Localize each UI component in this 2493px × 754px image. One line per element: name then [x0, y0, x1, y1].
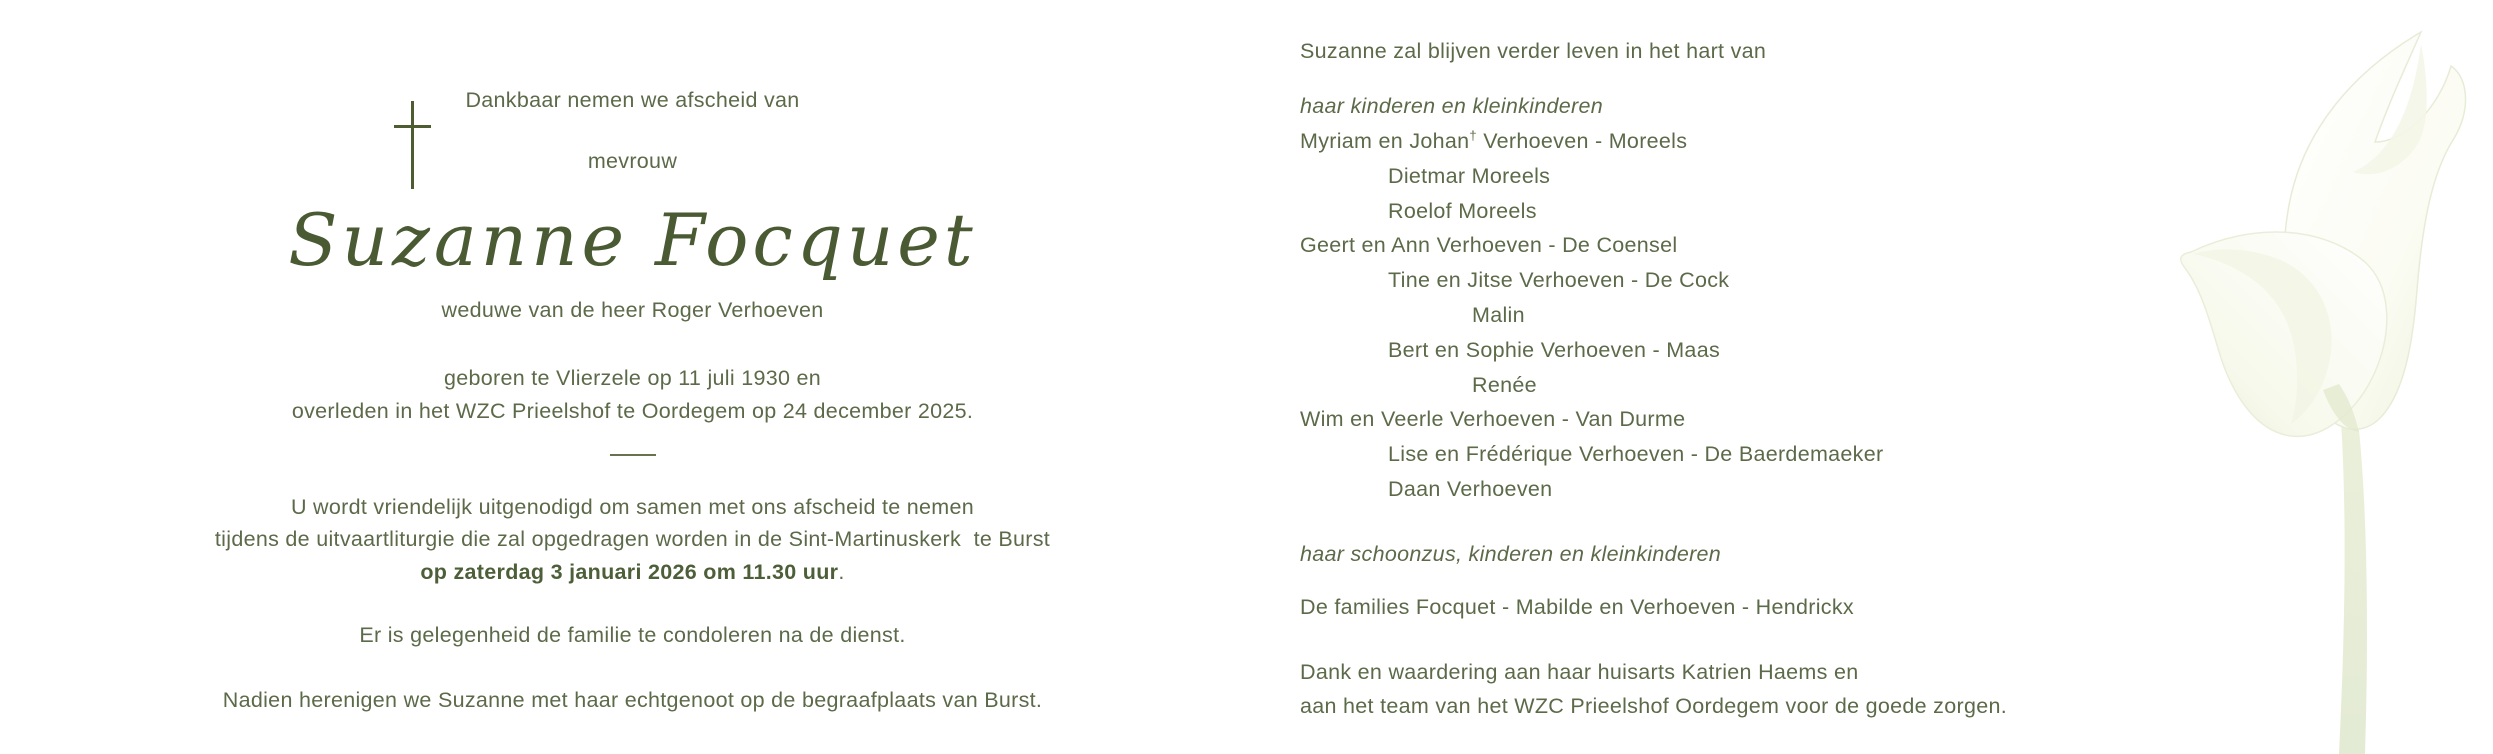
- thanks-line-1: Dank en waardering aan haar huisarts Katrien Haems en: [1300, 659, 1859, 684]
- service-datetime-suffix: .: [838, 560, 845, 584]
- family-list-item: Malin: [1472, 303, 1525, 328]
- intro-line: Dankbaar nemen we afscheid van: [465, 88, 800, 112]
- family-list-item: Daan Verhoeven: [1388, 477, 1553, 502]
- group-heading-children: haar kinderen en kleinkinderen: [1300, 94, 1604, 119]
- birth-line: geboren te Vlierzele op 11 juli 1930 en: [443, 366, 822, 390]
- deceased-name: Suzanne Focquet: [288, 198, 977, 282]
- announcement-panel: [185, 0, 1080, 754]
- family-list-item: Geert en Ann Verhoeven - De Coensel: [1300, 233, 1678, 258]
- service-datetime-bold: op zaterdag 3 januari 2026 om 11.30 uur: [420, 560, 839, 584]
- thanks-line-2: aan het team van het WZC Prieelshof Oordegem voor de goede zorgen.: [1300, 694, 2007, 719]
- remembrance-intro: Suzanne zal blijven verder leven in het hart van: [1300, 39, 1767, 63]
- family-list-item: Tine en Jitse Verhoeven - De Cock: [1388, 268, 1730, 293]
- family-list-item: Dietmar Moreels: [1388, 163, 1551, 188]
- family-list-item: Myriam en Johan† Verhoeven - Moreels: [1300, 127, 1688, 154]
- salutation-line: mevrouw: [587, 149, 678, 173]
- invitation-line-2: tijdens de uitvaartliturgie die zal opgedragen worden in de Sint-Martinuskerk te Burst: [214, 527, 1051, 551]
- service-datetime-line: [185, 556, 1080, 588]
- family-list-item: Lise en Frédérique Verhoeven - De Baerdemaeker: [1388, 442, 1884, 467]
- family-list-item: Bert en Sophie Verhoeven - Maas: [1388, 337, 1720, 362]
- lily-stem: [2339, 420, 2367, 754]
- group-heading-sister-in-law: haar schoonzus, kinderen en kleinkinderen: [1300, 541, 1722, 566]
- calla-lily-image: [2023, 0, 2493, 754]
- invitation-line-1: U wordt vriendelijk uitgenodigd om samen met ons afscheid te nemen: [290, 495, 975, 519]
- cross-horizontal-bar: [394, 125, 431, 128]
- death-line: overleden in het WZC Prieelshof te Oordegem op 24 december 2025.: [291, 399, 974, 423]
- divider-line: [610, 454, 656, 456]
- families-line: De families Focquet - Mabilde en Verhoeven - Hendrickx: [1300, 594, 1854, 619]
- widow-line: weduwe van de heer Roger Verhoeven: [441, 298, 824, 322]
- condolence-line: Er is gelegenheid de familie te condoleren na de dienst.: [359, 623, 906, 647]
- deceased-dagger-mark: †: [1469, 127, 1477, 143]
- family-list-item: Wim en Veerle Verhoeven - Van Durme: [1300, 407, 1686, 432]
- family-list-item: Roelof Moreels: [1388, 198, 1537, 223]
- family-list-item: Renée: [1472, 372, 1537, 397]
- reunion-line: Nadien herenigen we Suzanne met haar echtgenoot op de begraafplaats van Burst.: [222, 688, 1043, 712]
